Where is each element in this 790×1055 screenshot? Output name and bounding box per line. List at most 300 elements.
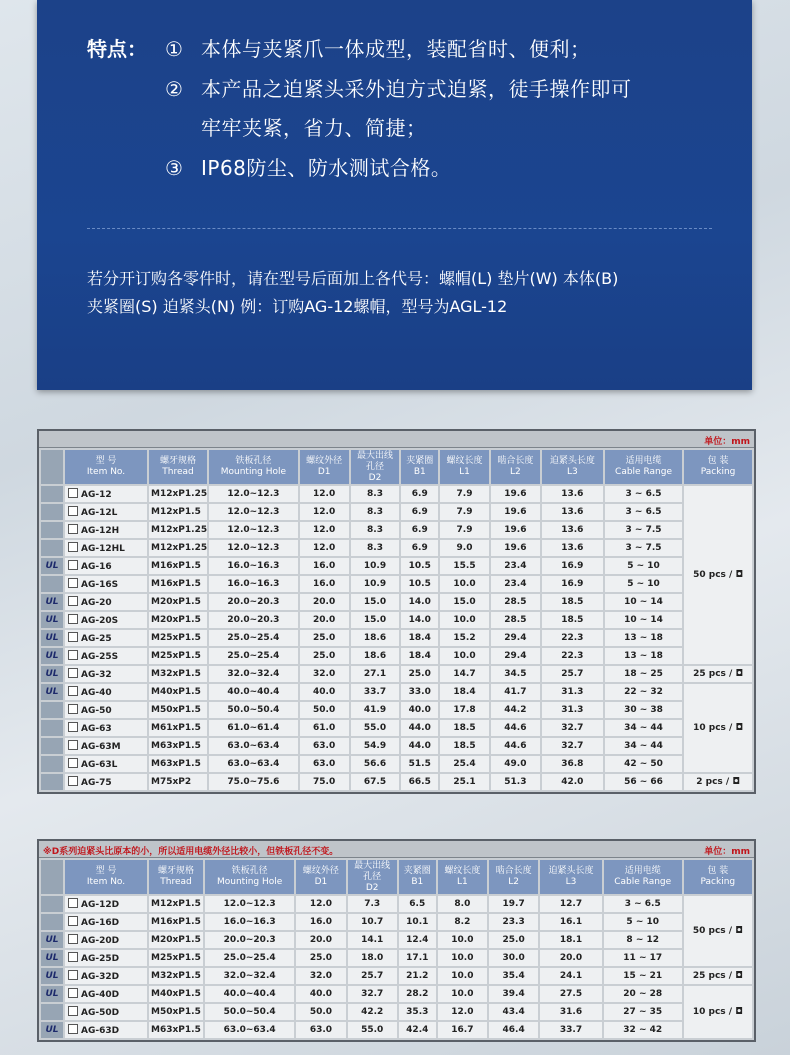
hole-cell: 61.0~61.4 <box>209 720 298 736</box>
header-d2-line: 最大出线 <box>354 860 391 871</box>
table-row <box>41 486 752 502</box>
cable-cell: 11 ~ 17 <box>604 950 682 966</box>
header-model <box>65 450 147 484</box>
thread-cell: M40xP1.5 <box>149 986 203 1002</box>
d2-cell: 10.9 <box>351 558 400 574</box>
header-packing-line: Packing <box>700 467 736 477</box>
b1-cell: 18.4 <box>401 630 438 646</box>
d1-cell: 50.0 <box>296 1004 345 1020</box>
l2-cell: 19.7 <box>489 896 538 912</box>
checkbox-icon[interactable] <box>68 1024 78 1034</box>
table-row <box>41 576 752 592</box>
cable-cell: 3 ~ 7.5 <box>605 540 682 556</box>
package-icon: ◘ <box>735 723 744 733</box>
table-row <box>41 684 752 700</box>
ul-mark-icon: UL <box>45 669 59 679</box>
model-name: AG-63L <box>81 760 118 770</box>
checkbox-icon[interactable] <box>68 740 78 750</box>
table-row <box>41 756 752 772</box>
l3-cell: 27.5 <box>540 986 602 1002</box>
header-thread <box>149 450 207 484</box>
feature-number: ③ <box>165 156 184 180</box>
ul-cell <box>41 914 63 930</box>
hole-cell: 16.0~16.3 <box>209 576 298 592</box>
thread-cell: M63xP1.5 <box>149 756 207 772</box>
ul-cell <box>41 720 63 736</box>
ul-mark-icon: UL <box>45 953 59 963</box>
b1-cell: 44.0 <box>401 738 438 754</box>
hole-cell: 16.0~16.3 <box>205 914 294 930</box>
d2-cell: 32.7 <box>348 986 397 1002</box>
header-hole-line: 铁板孔径 <box>235 456 272 466</box>
model-name: AG-75 <box>81 778 112 788</box>
l3-cell: 13.6 <box>542 504 603 520</box>
l3-cell: 32.7 <box>542 738 603 754</box>
feature-text: IP68防尘、防水测试合格。 <box>201 156 452 180</box>
header-b1 <box>401 450 438 484</box>
l3-cell: 33.7 <box>540 1022 602 1038</box>
ul-mark-icon: UL <box>45 615 59 625</box>
checkbox-icon[interactable] <box>68 916 78 926</box>
hole-cell: 12.0~12.3 <box>209 486 298 502</box>
header-l1 <box>440 450 489 484</box>
l1-cell: 14.7 <box>440 666 489 682</box>
b1-cell: 42.4 <box>399 1022 436 1038</box>
cable-cell: 18 ~ 25 <box>605 666 682 682</box>
header-model-line: Item No. <box>86 877 126 887</box>
l2-cell: 35.4 <box>489 968 538 984</box>
cable-cell: 32 ~ 42 <box>604 1022 682 1038</box>
header-d2-line: D2 <box>368 472 382 483</box>
ul-cell <box>41 684 63 700</box>
thread-cell: M40xP1.5 <box>149 684 207 700</box>
b1-cell: 66.5 <box>401 774 438 790</box>
checkbox-icon[interactable] <box>68 898 78 908</box>
l2-cell: 46.4 <box>489 1022 538 1038</box>
ul-mark-icon: UL <box>45 989 59 999</box>
l2-cell: 30.0 <box>489 950 538 966</box>
model-cell <box>65 738 147 754</box>
l1-cell: 10.0 <box>438 950 487 966</box>
header-packing <box>684 450 752 484</box>
header-b1-line: B1 <box>411 877 424 887</box>
feature-number: ② <box>165 77 184 101</box>
table-row <box>41 558 752 574</box>
header-cable <box>604 860 682 894</box>
header-packing-line: 包 装 <box>707 866 729 876</box>
l2-cell: 43.4 <box>489 1004 538 1020</box>
l3-cell: 22.3 <box>542 648 603 664</box>
model-name: AG-32D <box>81 972 120 982</box>
header-l2-line: L2 <box>510 467 521 477</box>
model-cell <box>65 914 147 930</box>
model-name: AG-50 <box>81 706 112 716</box>
l1-cell: 12.0 <box>438 1004 487 1020</box>
hole-cell: 50.0~50.4 <box>205 1004 294 1020</box>
table-row <box>41 594 752 610</box>
header-packing <box>684 860 752 894</box>
b1-cell: 10.1 <box>399 914 436 930</box>
ul-mark-icon: UL <box>45 651 59 661</box>
d2-cell: 7.3 <box>348 896 397 912</box>
header-thread-line: Thread <box>162 467 194 477</box>
thread-cell: M25xP1.5 <box>149 950 203 966</box>
ul-cell <box>41 756 63 772</box>
thread-cell: M20xP1.5 <box>149 932 203 948</box>
checkbox-icon[interactable] <box>68 488 78 498</box>
ul-cell <box>41 702 63 718</box>
l2-cell: 51.3 <box>491 774 540 790</box>
checkbox-icon[interactable] <box>68 668 78 678</box>
b1-cell: 14.0 <box>401 612 438 628</box>
l1-cell: 10.0 <box>438 968 487 984</box>
ul-cell <box>41 932 63 948</box>
l3-cell: 22.3 <box>542 630 603 646</box>
header-d2-line: 孔径 <box>366 461 385 472</box>
cable-cell: 5 ~ 10 <box>605 558 682 574</box>
checkbox-icon[interactable] <box>68 614 78 624</box>
l1-cell: 18.5 <box>440 738 489 754</box>
package-icon: ◘ <box>735 1007 743 1017</box>
l3-cell: 16.9 <box>542 558 603 574</box>
checkbox-icon[interactable] <box>68 758 78 768</box>
package-icon: ◘ <box>735 669 744 679</box>
ul-mark-icon: UL <box>45 633 59 643</box>
model-name: AG-25 <box>81 634 112 644</box>
checkbox-icon[interactable] <box>68 596 78 606</box>
l3-cell: 36.8 <box>542 756 603 772</box>
header-cable-line: Cable Range <box>615 467 672 477</box>
hole-cell: 40.0~40.4 <box>205 986 294 1002</box>
package-icon: ◘ <box>735 926 743 936</box>
checkbox-icon[interactable] <box>68 686 78 696</box>
header-hole <box>205 860 294 894</box>
b1-cell: 28.2 <box>399 986 436 1002</box>
feature-item <box>165 33 591 62</box>
order-note-line2: 夹紧圈(S) 迫紧头(N) 例：订购AG-12螺帽，型号为AGL-12 <box>87 297 508 316</box>
hole-cell: 12.0~12.3 <box>209 540 298 556</box>
l3-cell: 13.6 <box>542 540 603 556</box>
checkbox-icon[interactable] <box>68 632 78 642</box>
cable-cell: 20 ~ 28 <box>604 986 682 1002</box>
l1-cell: 10.0 <box>440 648 489 664</box>
ul-cell <box>41 1004 63 1020</box>
checkbox-icon[interactable] <box>68 1006 78 1016</box>
d1-cell: 25.0 <box>300 630 349 646</box>
header-d1-line: 螺纹外径 <box>302 866 339 876</box>
ul-cell <box>41 594 63 610</box>
package-icon: ◘ <box>732 777 740 787</box>
header-d1-line: D1 <box>314 877 328 887</box>
header-l2-line: 啮合长度 <box>497 456 534 466</box>
ul-cell <box>41 612 63 628</box>
cable-cell: 34 ~ 44 <box>605 720 682 736</box>
model-cell <box>65 522 147 538</box>
cable-cell: 8 ~ 12 <box>604 932 682 948</box>
checkbox-icon[interactable] <box>68 704 78 714</box>
b1-cell: 10.5 <box>401 576 438 592</box>
d1-cell: 40.0 <box>300 684 349 700</box>
model-name: AG-16 <box>81 562 112 572</box>
hole-cell: 25.0~25.4 <box>209 630 298 646</box>
cable-cell: 10 ~ 14 <box>605 612 682 628</box>
b1-cell: 6.9 <box>401 504 438 520</box>
spec-table-standard <box>37 429 756 794</box>
d2-cell: 41.9 <box>351 702 400 718</box>
header-hole-line: Mounting Hole <box>220 467 287 477</box>
header-model-line: 型 号 <box>95 866 117 876</box>
model-cell <box>65 1022 147 1038</box>
features-label: 特点： <box>87 37 147 61</box>
l2-cell: 41.7 <box>491 684 540 700</box>
thread-cell: M20xP1.5 <box>149 594 207 610</box>
header-d2-line: 孔径 <box>363 871 382 882</box>
thread-cell: M63xP1.5 <box>149 738 207 754</box>
header-l1-line: 螺纹长度 <box>444 866 481 876</box>
ul-cell <box>41 1022 63 1038</box>
checkbox-icon[interactable] <box>68 650 78 660</box>
l1-cell: 9.0 <box>440 540 489 556</box>
model-cell <box>65 756 147 772</box>
b1-cell: 35.3 <box>399 1004 436 1020</box>
hole-cell: 20.0~20.3 <box>209 612 298 628</box>
model-name: AG-12HL <box>81 544 125 554</box>
hole-cell: 63.0~63.4 <box>205 1022 294 1038</box>
packing-cell <box>684 684 752 772</box>
l1-cell: 16.7 <box>438 1022 487 1038</box>
order-note-line1: 若分开订购各零件时，请在型号后面加上各代号：螺帽(L) 垫片(W) 本体(B) <box>87 269 619 288</box>
l1-cell: 15.5 <box>440 558 489 574</box>
d1-cell: 32.0 <box>296 968 345 984</box>
checkbox-icon[interactable] <box>68 970 78 980</box>
thread-cell: M32xP1.5 <box>149 666 207 682</box>
checkbox-icon[interactable] <box>68 542 78 552</box>
ul-cell <box>41 896 63 912</box>
l1-cell: 8.2 <box>438 914 487 930</box>
features-panel <box>37 0 752 390</box>
d1-cell: 63.0 <box>300 738 349 754</box>
d1-cell: 16.0 <box>300 576 349 592</box>
checkbox-icon[interactable] <box>68 722 78 732</box>
l2-cell: 19.6 <box>491 540 540 556</box>
checkbox-icon[interactable] <box>68 952 78 962</box>
ul-cell <box>41 630 63 646</box>
hole-cell: 16.0~16.3 <box>209 558 298 574</box>
model-name: AG-63 <box>81 724 112 734</box>
header-hole-line: Mounting Hole <box>217 877 283 887</box>
cable-cell: 22 ~ 32 <box>605 684 682 700</box>
hole-cell: 40.0~40.4 <box>209 684 298 700</box>
d2-cell: 18.6 <box>351 648 400 664</box>
table-row <box>41 774 752 790</box>
table-row <box>41 896 752 912</box>
l1-cell: 7.9 <box>440 504 489 520</box>
l2-cell: 29.4 <box>491 630 540 646</box>
b1-cell: 21.2 <box>399 968 436 984</box>
l1-cell: 18.4 <box>440 684 489 700</box>
header-l2-line: L2 <box>508 877 519 887</box>
header-d2 <box>351 450 400 484</box>
b1-cell: 6.5 <box>399 896 436 912</box>
feature-text: 本产品之迫紧头采外迫方式迫紧，徒手操作即可 <box>201 77 632 101</box>
d1-cell: 63.0 <box>296 1022 345 1038</box>
header-row <box>41 450 752 484</box>
table-row <box>41 702 752 718</box>
checkbox-icon[interactable] <box>68 578 78 588</box>
thread-cell: M25xP1.5 <box>149 648 207 664</box>
checkbox-icon[interactable] <box>68 988 78 998</box>
header-l3 <box>542 450 603 484</box>
ul-cell <box>41 986 63 1002</box>
model-cell <box>65 594 147 610</box>
header-thread-line: 螺牙规格 <box>157 866 194 876</box>
unit-label: 单位：mm <box>704 847 750 857</box>
ul-cell <box>41 648 63 664</box>
model-cell <box>65 504 147 520</box>
l2-cell: 28.5 <box>491 594 540 610</box>
ul-cell <box>41 558 63 574</box>
header-l1-line: L1 <box>459 467 470 477</box>
header-packing-line: Packing <box>700 877 736 887</box>
l2-cell: 23.4 <box>491 558 540 574</box>
b1-cell: 51.5 <box>401 756 438 772</box>
b1-cell: 44.0 <box>401 720 438 736</box>
header-b1 <box>399 860 436 894</box>
header-cable-line: 适用电缆 <box>624 866 661 876</box>
ul-mark-icon: UL <box>45 971 59 981</box>
model-cell <box>65 630 147 646</box>
b1-cell: 12.4 <box>399 932 436 948</box>
thread-cell: M63xP1.5 <box>149 1022 203 1038</box>
checkbox-icon[interactable] <box>68 524 78 534</box>
ul-cell <box>41 576 63 592</box>
l3-cell: 42.0 <box>542 774 603 790</box>
l3-cell: 18.5 <box>542 612 603 628</box>
l3-cell: 31.6 <box>540 1004 602 1020</box>
d1-cell: 12.0 <box>300 486 349 502</box>
l2-cell: 49.0 <box>491 756 540 772</box>
d2-cell: 42.2 <box>348 1004 397 1020</box>
thread-cell: M12xP1.5 <box>149 896 203 912</box>
model-cell <box>65 540 147 556</box>
header-l3 <box>540 860 602 894</box>
model-cell <box>65 896 147 912</box>
b1-cell: 6.9 <box>401 486 438 502</box>
thread-cell: M75xP2 <box>149 774 207 790</box>
l3-cell: 16.1 <box>540 914 602 930</box>
model-cell <box>65 1004 147 1020</box>
d2-cell: 8.3 <box>351 486 400 502</box>
cable-cell: 5 ~ 10 <box>604 914 682 930</box>
checkbox-icon[interactable] <box>68 560 78 570</box>
d1-cell: 12.0 <box>300 504 349 520</box>
checkbox-icon[interactable] <box>68 776 78 786</box>
table-row <box>41 648 752 664</box>
d1-cell: 25.0 <box>300 648 349 664</box>
header-thread-line: 螺牙规格 <box>160 456 197 466</box>
header-l3-line: 迫紧头长度 <box>548 866 594 876</box>
hole-cell: 25.0~25.4 <box>209 648 298 664</box>
hole-cell: 32.0~32.4 <box>205 968 294 984</box>
model-cell <box>65 666 147 682</box>
table-row <box>41 612 752 628</box>
model-name: AG-50D <box>81 1008 120 1018</box>
l2-cell: 29.4 <box>491 648 540 664</box>
model-cell <box>65 986 147 1002</box>
packing-cell <box>684 986 752 1038</box>
checkbox-icon[interactable] <box>68 934 78 944</box>
l2-cell: 34.5 <box>491 666 540 682</box>
hole-cell: 20.0~20.3 <box>209 594 298 610</box>
l2-cell: 19.6 <box>491 486 540 502</box>
model-cell <box>65 950 147 966</box>
header-l1-line: L1 <box>457 877 468 887</box>
spec-table-d-series <box>37 839 756 1042</box>
cable-cell: 15 ~ 21 <box>604 968 682 984</box>
l3-cell: 25.7 <box>542 666 603 682</box>
ul-cell <box>41 968 63 984</box>
model-cell <box>65 648 147 664</box>
packing-label: 10 pcs / <box>693 723 736 733</box>
cable-cell: 30 ~ 38 <box>605 702 682 718</box>
l2-cell: 25.0 <box>489 932 538 948</box>
thread-cell: M61xP1.5 <box>149 720 207 736</box>
b1-cell: 25.0 <box>401 666 438 682</box>
header-cable-line: Cable Range <box>614 877 672 887</box>
hole-cell: 25.0~25.4 <box>205 950 294 966</box>
header-packing-line: 包 装 <box>707 456 729 466</box>
model-cell <box>65 486 147 502</box>
header-l3-line: 迫紧头长度 <box>549 456 595 466</box>
d1-cell: 25.0 <box>296 950 345 966</box>
l1-cell: 10.0 <box>440 612 489 628</box>
b1-cell: 33.0 <box>401 684 438 700</box>
checkbox-icon[interactable] <box>68 506 78 516</box>
package-icon: ◘ <box>735 971 743 981</box>
header-d2-line: 最大出线 <box>357 450 394 461</box>
d2-cell: 67.5 <box>351 774 400 790</box>
model-name: AG-20D <box>81 936 120 946</box>
l3-cell: 12.7 <box>540 896 602 912</box>
dashed-divider <box>87 228 712 229</box>
model-name: AG-63M <box>81 742 121 752</box>
packing-label: 25 pcs / <box>692 971 736 981</box>
thread-cell: M12xP1.25 <box>149 486 207 502</box>
table-row <box>41 1022 752 1038</box>
d2-cell: 10.7 <box>348 914 397 930</box>
l1-cell: 17.8 <box>440 702 489 718</box>
l1-cell: 15.0 <box>440 594 489 610</box>
thread-cell: M12xP1.5 <box>149 504 207 520</box>
feature-item <box>165 73 632 102</box>
thread-cell: M25xP1.5 <box>149 630 207 646</box>
d2-cell: 8.3 <box>351 540 400 556</box>
feature-item <box>165 152 451 181</box>
b1-cell: 40.0 <box>401 702 438 718</box>
l1-cell: 7.9 <box>440 522 489 538</box>
d1-cell: 40.0 <box>296 986 345 1002</box>
d1-cell: 20.0 <box>296 932 345 948</box>
cable-cell: 3 ~ 7.5 <box>605 522 682 538</box>
header-l2 <box>491 450 540 484</box>
l2-cell: 19.6 <box>491 504 540 520</box>
table-row <box>41 504 752 520</box>
l2-cell: 44.6 <box>491 738 540 754</box>
l1-cell: 25.4 <box>440 756 489 772</box>
cable-cell: 10 ~ 14 <box>605 594 682 610</box>
thread-cell: M16xP1.5 <box>149 914 203 930</box>
table-row <box>41 986 752 1002</box>
